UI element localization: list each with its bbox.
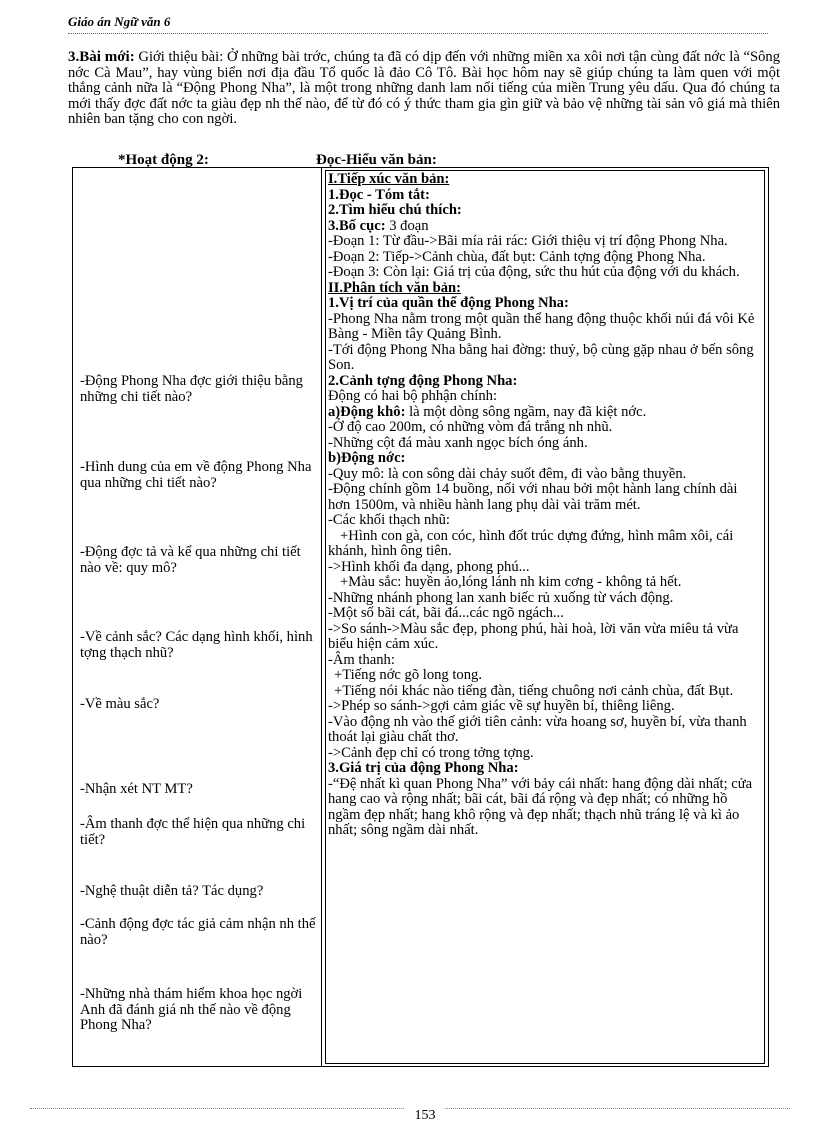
scene-line-17: ->Cảnh đẹp chỉ có trong tởng tợng. bbox=[328, 744, 534, 761]
activity-label: *Hoạt động 2: bbox=[118, 152, 209, 168]
question-10: -Những nhà thám hiểm khoa học ngời Anh đã đánh giá nh thế nào về động Phong Nha? bbox=[80, 986, 303, 1033]
subsection-2-1: 1.Vị trí của quần thể động Phong Nha: bbox=[328, 295, 569, 311]
scene-intro: Động có hai bộ phhận chính: bbox=[328, 388, 498, 404]
scene-line-2: -Những cột đá màu xanh ngọc bích óng ánh. bbox=[328, 434, 588, 451]
scene-line-1: -Ở độ cao 200m, có những vòm đá trắng nh nhũ. bbox=[328, 419, 613, 435]
scene-line-14: +Tiếng nói khác nào tiếng đàn, tiếng chuông nơi cảnh chùa, đất Bụt. bbox=[334, 682, 734, 699]
scene-line-12: -Âm thanh: bbox=[328, 651, 395, 668]
dry-cave-label: a)Động khô: bbox=[328, 403, 406, 420]
location-line-2: -Tới động Phong Nha bằng hai đờng: thuỷ, bộ cùng gặp nhau ở bến sông Son. bbox=[328, 341, 754, 373]
scene-line-10: -Một số bãi cát, bãi đá...các ngõ ngách... bbox=[328, 605, 564, 621]
value-line-1: -“Đệ nhất kì quan Phong Nha” với bảy cái nhất: hang động dài nhất; cửa hang cao và rộng nhất; bãi cát, bãi đá rộng và đẹp nhất; có những hồ ngầm đẹp nhất; hang khô rộng và đẹp nhất; thạch nhũ tráng lệ và kì ảo nhất; sông ngầm dài nhất. bbox=[328, 775, 753, 838]
subsection-2-2: 2.Cảnh tợng động Phong Nha: bbox=[328, 372, 518, 389]
question-7: -Âm thanh đợc thể hiện qua những chi tiết? bbox=[80, 816, 306, 848]
scene-line-11: ->So sánh->Màu sắc đẹp, phong phú, hài hoà, lời văn vừa miêu tả vừa biểu hiện cảm xúc. bbox=[328, 620, 739, 652]
question-9: -Cảnh động đợc tác giả cảm nhận nh thế nào? bbox=[80, 916, 316, 948]
subsection-2-3: 3.Giá trị của động Phong Nha: bbox=[328, 760, 519, 776]
scene-line-3: -Quy mô: là con sông dài chảy suốt đêm, đi vào bằng thuyền. bbox=[328, 465, 687, 482]
scene-line-9: -Những nhánh phong lan xanh biếc rủ xuống từ vách động. bbox=[328, 589, 674, 606]
intro-paragraph bbox=[68, 50, 780, 128]
question-6: -Nhận xét NT MT? bbox=[80, 781, 193, 797]
question-1: -Động Phong Nha đợc giới thiệu bằng những chi tiết nào? bbox=[80, 373, 303, 405]
part-3: -Đoạn 3: Còn lại: Giá trị của động, sức thu hút của động với du khách. bbox=[328, 264, 740, 280]
subsection-1-1: 1.Đọc - Tóm tắt: bbox=[328, 186, 430, 203]
section-1-heading: I.Tiếp xúc văn bản: bbox=[328, 171, 450, 187]
intro-label: 3.Bài mới: bbox=[68, 49, 135, 65]
section-2-heading: II.Phân tích văn bản: bbox=[328, 279, 462, 296]
question-5: -Về màu sắc? bbox=[80, 696, 160, 712]
page-number: 153 bbox=[405, 1108, 445, 1124]
scene-line-15: ->Phép so sánh->gợi cảm giác về sự huyền bí, thiêng liêng. bbox=[328, 698, 675, 714]
dry-cave-text: là một dòng sông ngầm, nay đã kiệt nớc. bbox=[405, 403, 647, 420]
scene-line-8: +Màu sắc: huyền ảo,lóng lánh nh kim cơng - không tả hết. bbox=[340, 574, 682, 590]
question-3: -Động đợc tả và kể qua những chi tiết nào về: quy mô? bbox=[80, 544, 301, 576]
intro-text: Giới thiệu bài: Ở những bài trớc, chúng ta đã có dịp đến với những miền xa xôi nơi tận cùng đất nớc là “Sông nớc Cà Mau”, hay vùng biển nơi địa đầu Tổ quốc là đảo Cô Tô. Bài học hôm nay sẽ giúp chúng ta làm quen với một thắng cảnh nữa là “Động Phong Nha”, là một trong những danh lam nổi tiếng của miền Trung yêu dấu. Qua đó chúng ta mới thấy đợc đất nớc ta giàu đẹp nh thế nào, để từ đó có ý thức tham gia gìn giữ và bảo vệ những tài sản vô giá mà thiên nhiên ban tặng cho con ngời. bbox=[68, 49, 780, 127]
dry-cave bbox=[328, 405, 762, 421]
content-column bbox=[328, 172, 762, 839]
question-2: -Hình dung của em về động Phong Nha qua những chi tiết nào? bbox=[80, 459, 312, 491]
column-divider bbox=[321, 167, 322, 1067]
layout-text: 3 đoạn bbox=[385, 217, 429, 234]
subsection-1-3 bbox=[328, 219, 762, 235]
subsection-1-2: 2.Tìm hiểu chú thích: bbox=[328, 202, 462, 218]
layout-label: 3.Bố cục: bbox=[328, 217, 386, 234]
scene-line-7: ->Hình khối đa dạng, phong phú... bbox=[328, 558, 530, 575]
part-2: -Đoạn 2: Tiếp->Cảnh chùa, đất bụt: Cảnh tợng động Phong Nha. bbox=[328, 248, 706, 265]
location-line-1: -Phong Nha nằm trong một quần thể hang động thuộc khối núi đá vôi Kẻ Bàng - Miền tây Quảng Bình. bbox=[328, 310, 755, 342]
activity-title: Đọc-Hiểu văn bản: bbox=[316, 152, 437, 168]
document-header: Giáo án Ngữ văn 6 bbox=[68, 14, 768, 34]
scene-line-16: -Vào động nh vào thế giới tiên cảnh: vừa hoang sơ, huyền bí, vừa thanh thoát lại giàu chất thơ. bbox=[328, 713, 747, 745]
part-1: -Đoạn 1: Từ đầu->Bãi mía rải rác: Giới thiệu vị trí động Phong Nha. bbox=[328, 233, 728, 249]
question-4: -Về cảnh sắc? Các dạng hình khối, hình tợng thạch nhũ? bbox=[80, 629, 313, 661]
water-cave-heading: b)Động nớc: bbox=[328, 450, 406, 466]
scene-line-13: +Tiếng nớc gõ long tong. bbox=[334, 667, 482, 683]
scene-line-4: -Động chính gồm 14 buồng, nối với nhau bởi một hành lang chính dài hơn 1500m, và nhiều hành lang phụ dài vài trăm mét. bbox=[328, 481, 738, 513]
question-8: -Nghệ thuật diễn tả? Tác dụng? bbox=[80, 883, 264, 899]
scene-line-5: -Các khối thạch nhũ: bbox=[328, 512, 450, 528]
scene-line-6: +Hình con gà, con cóc, hình đốt trúc dựng đứng, hình mâm xôi, cái khánh, hình ông tiên. bbox=[328, 527, 734, 559]
